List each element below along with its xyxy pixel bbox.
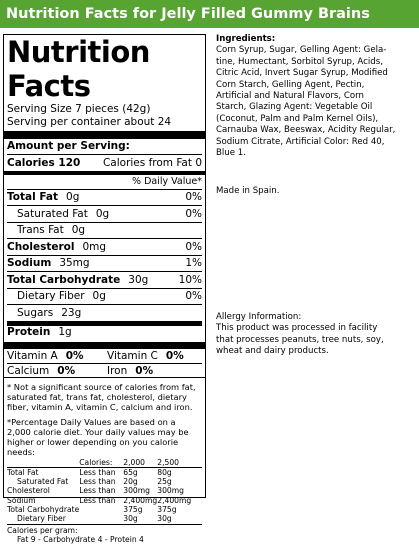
- daily-value-cell: Less than: [79, 486, 116, 496]
- nutrient-amount: 0g: [92, 290, 106, 303]
- daily-value-cell: [79, 505, 123, 514]
- vitamin-name: Iron: [107, 364, 128, 377]
- daily-value-table-row: [7, 505, 202, 514]
- ingredients-line: Starch, Glazing Agent: Vegetable Oil: [216, 102, 373, 113]
- daily-value-cell: 25g: [157, 477, 172, 487]
- nutrient-name: Total Fat: [7, 191, 59, 204]
- daily-value-cell: 30g: [123, 514, 157, 524]
- vitamin-name: Calcium: [7, 364, 50, 377]
- nutrient-daily-value: 0%: [185, 191, 202, 204]
- ingredients-line: Citric Acid, Invert Sugar Syrup, Modified: [216, 68, 388, 79]
- nutrient-amount: 23g: [61, 306, 82, 319]
- nutrient-amount: 0g: [66, 191, 80, 204]
- nutrient-daily-value: 0%: [185, 240, 202, 253]
- thick-divider: [4, 131, 205, 139]
- daily-value-cell: 375g: [123, 504, 143, 514]
- nutrient-row: [7, 304, 202, 321]
- ingredients-line: Corn Starch, Gelling Agent, Pectin,: [216, 79, 365, 90]
- ingredients-line: (Coconut, Palm and Palm Kernel Oils),: [216, 113, 379, 124]
- nutrient-daily-value: 0%: [185, 207, 202, 220]
- nutrient-amount: 1g: [58, 326, 72, 339]
- daily-value-cell: [79, 514, 123, 524]
- daily-value-cell: Total Carbohydrate: [7, 504, 80, 514]
- daily-value-table-row: [7, 496, 202, 505]
- vitamin-value: 0%: [135, 364, 154, 377]
- allergy-heading: Allergy Information:: [216, 312, 302, 322]
- footnote-significant-source: * Not a significant source of calories from fat, saturated fat, trans fat, cholesterol, dietary fiber, vitamin A, vitamin C, calcium and iron.: [7, 381, 196, 412]
- nutrition-facts-title: Nutrition Facts: [7, 35, 150, 103]
- daily-value-cell: 2,400mg: [157, 495, 192, 505]
- calories-from-fat: Calories from Fat 0: [102, 156, 202, 169]
- daily-value-header: % Daily Value*: [132, 175, 202, 187]
- vitamin-name: Vitamin A: [7, 349, 58, 362]
- daily-value-cell: 300mg: [157, 486, 184, 496]
- nutrient-row: [7, 205, 202, 222]
- made-in: Made in Spain.: [216, 186, 280, 196]
- daily-value-cell: 30g: [157, 514, 202, 524]
- nutrient-daily-value: 0%: [185, 290, 202, 303]
- calories-label: Calories 120: [7, 156, 81, 169]
- nutrient-amount: 0mg: [82, 240, 107, 253]
- nutrient-name: Total Carbohydrate: [7, 273, 121, 286]
- ingredients-heading: Ingredients:: [216, 34, 276, 44]
- nutrient-name: Protein: [7, 326, 51, 339]
- calories-head-2000: 2,000: [123, 458, 157, 468]
- ingredients-line: Carnauba Wax, Beeswax, Acidity Regular,: [216, 125, 396, 136]
- daily-value-cell: 2,400mg: [123, 495, 158, 505]
- nutrient-row: [7, 321, 202, 340]
- page-title: Nutrition Facts for Jelly Filled Gummy Brains: [0, 0, 419, 28]
- ingredients-line: Corn Syrup, Sugar, Gelling Agent: Gela-: [216, 45, 387, 56]
- serving-size: Serving Size 7 pieces (42g): [7, 103, 151, 115]
- daily-value-table: [7, 458, 202, 525]
- nutrient-name: Dietary Fiber: [17, 290, 85, 303]
- calories-head-label: Calories:: [79, 458, 123, 468]
- daily-value-cell: Less than: [79, 495, 116, 505]
- nutrient-name: Sugars: [17, 306, 54, 319]
- daily-value-cell: 20g: [123, 477, 138, 487]
- nutrition-label: [3, 34, 206, 545]
- daily-value-cell: Saturated Fat: [17, 477, 69, 487]
- vitamin-value: 0%: [165, 349, 184, 362]
- daily-value-table-row: [7, 477, 202, 486]
- daily-value-cell: 65g: [123, 467, 138, 477]
- nutrient-row: [7, 238, 202, 255]
- vitamin-value: 0%: [57, 364, 76, 377]
- allergy-line: that processes peanuts, tree nuts, soy,: [216, 334, 384, 345]
- allergy-text: [216, 323, 416, 357]
- allergy-section: [216, 312, 416, 358]
- nutrient-daily-value: 1%: [185, 257, 202, 270]
- daily-value-cell: 300mg: [123, 486, 150, 496]
- thick-divider: [4, 342, 205, 349]
- nutrient-name: Sodium: [7, 257, 52, 270]
- nutrient-list: [7, 189, 202, 340]
- ingredients-text: [216, 45, 416, 159]
- vitamin-row: [7, 349, 202, 363]
- ingredients-line: Blue 1.: [216, 148, 246, 159]
- nutrient-row: [7, 288, 202, 305]
- nutrient-amount: 0g: [71, 224, 86, 237]
- daily-value-table-row: [7, 514, 202, 524]
- daily-value-cell: Sodium: [7, 495, 36, 505]
- servings-per-container: Serving per container about 24: [7, 116, 172, 128]
- ingredients-line: Sodium Citrate, Artificial Color: Red 40,: [216, 136, 385, 147]
- amount-per-serving: Amount per Serving:: [7, 140, 130, 152]
- nutrient-row: [7, 222, 202, 239]
- vitamin-name: Vitamin C: [107, 349, 158, 362]
- daily-value-cell: 375g: [157, 504, 177, 514]
- nutrient-name: Trans Fat: [17, 224, 64, 237]
- daily-value-table-row: [7, 467, 202, 477]
- ingredients-line: tine, Humectant, Sorbitol Syrup, Acids,: [216, 56, 383, 67]
- ingredients-section: [216, 34, 416, 159]
- calories-per-gram-label: Calories per gram:: [7, 525, 78, 535]
- nutrient-amount: 30g: [128, 273, 149, 286]
- nutrient-amount: 0g: [95, 207, 110, 220]
- daily-value-table-row: [7, 486, 202, 495]
- daily-value-cell: Cholesterol: [7, 486, 50, 496]
- ingredients-line: Artificial and Natural Flavors, Corn: [216, 91, 364, 102]
- footnote-daily-values: *Percentage Daily Values are based on a 2,000 calorie diet. Your daily values may be higher or lower depending on you calorie needs:: [7, 416, 189, 457]
- nutrient-name: Saturated Fat: [17, 207, 88, 220]
- nutrient-name: Cholesterol: [7, 240, 75, 253]
- calories-head-2500: 2,500: [157, 458, 202, 468]
- nutrient-row: [7, 189, 202, 206]
- allergy-line: This product was processed in facility: [216, 323, 378, 334]
- allergy-line: wheat and dairy products.: [216, 346, 329, 357]
- vitamin-row: [7, 363, 202, 377]
- daily-value-cell: Less than: [79, 467, 116, 477]
- nutrient-row: [7, 271, 202, 288]
- calories-per-gram: Fat 9 - Carbohydrate 4 - Protein 4: [17, 535, 144, 545]
- daily-value-cell: 80g: [157, 467, 172, 477]
- calories-row: [7, 154, 202, 171]
- nutrient-daily-value: 10%: [178, 273, 202, 286]
- nutrient-amount: 35mg: [59, 257, 90, 270]
- daily-value-cell: Dietary Fiber: [7, 514, 79, 524]
- daily-value-cell: Less than: [79, 477, 116, 487]
- vitamin-value: 0%: [65, 349, 84, 362]
- nutrient-row: [7, 255, 202, 272]
- daily-value-cell: Total Fat: [7, 467, 39, 477]
